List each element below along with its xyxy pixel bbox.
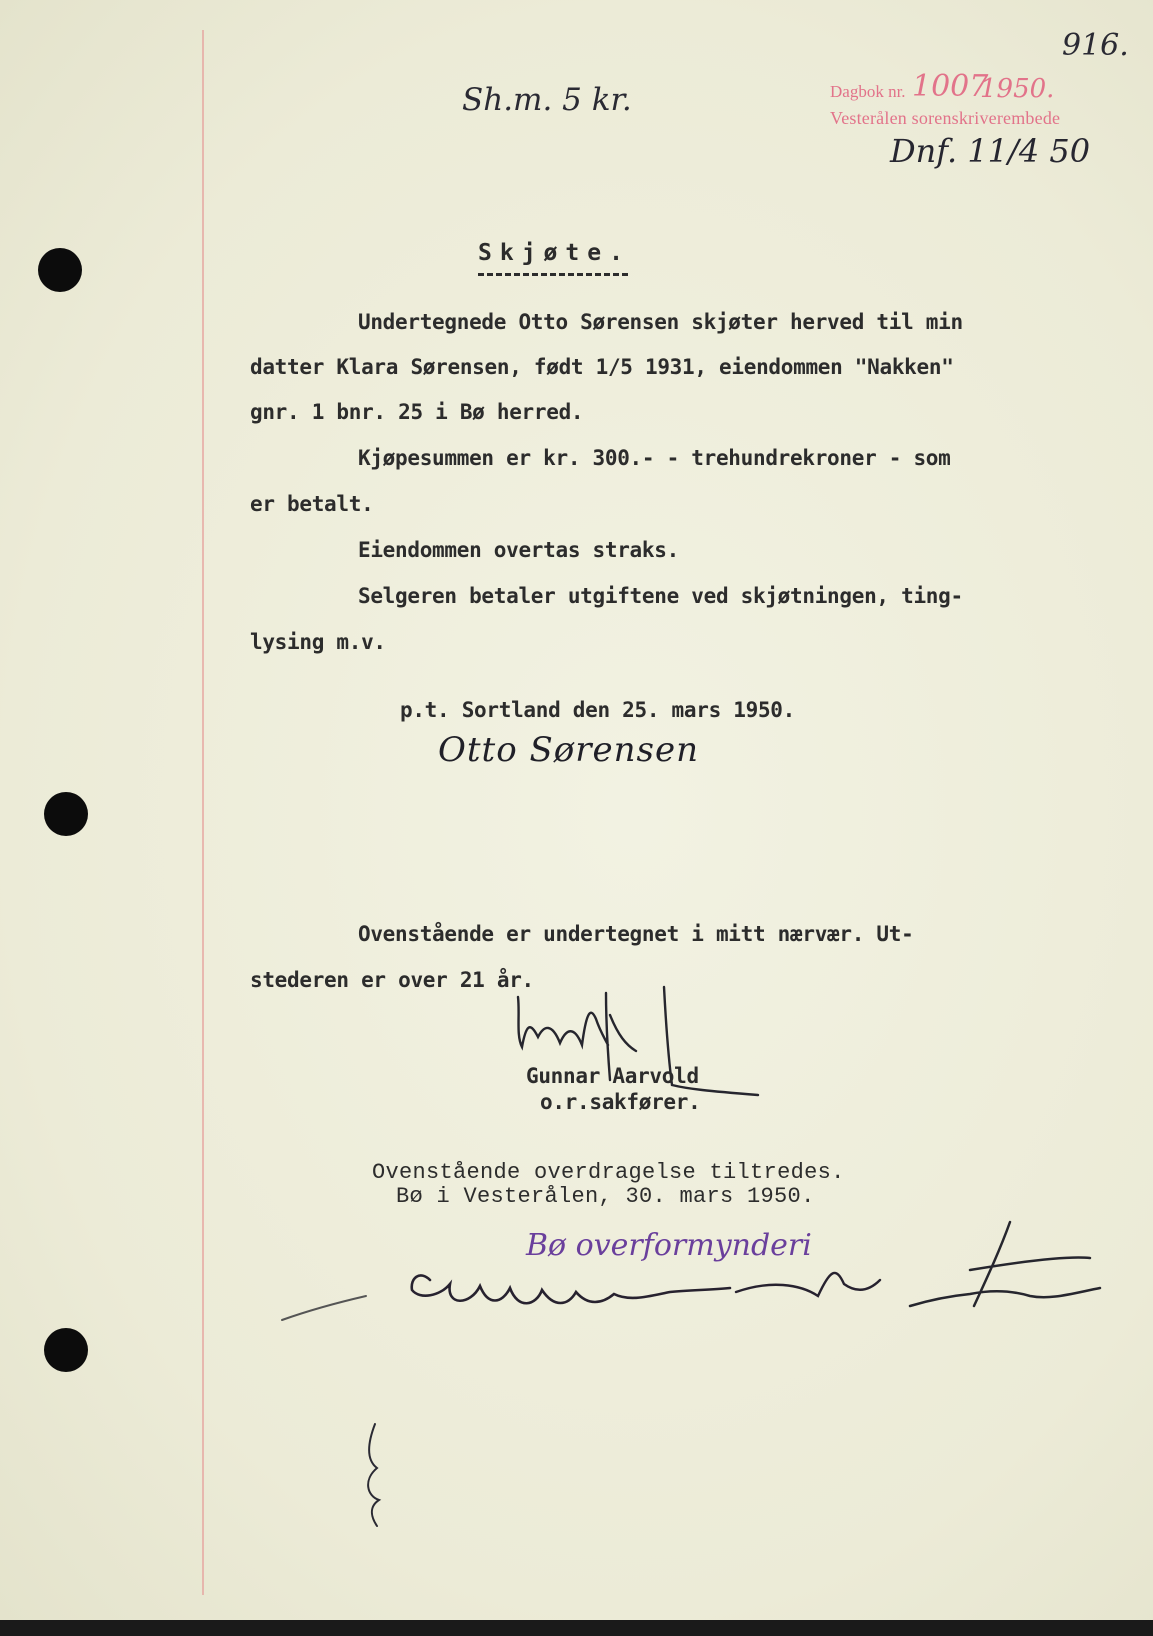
witness-line: Ovenstående er undertegnet i mitt nærvær. Ut- — [358, 922, 914, 946]
body-line: Kjøpesummen er kr. 300.- - trehundrekroner - som — [358, 446, 951, 470]
body-line: lysing m.v. — [250, 630, 386, 654]
body-line: er betalt. — [250, 492, 374, 516]
seller-signature: Otto Sørensen — [438, 730, 699, 770]
stamp-year: 1950. — [980, 74, 1055, 104]
stamp-dagbok-number: 1007 — [912, 69, 989, 104]
body-line: Eiendommen overtas straks. — [358, 538, 679, 562]
document-title: Skjøte. — [478, 240, 631, 266]
witness-title: o.r.sakfører. — [540, 1090, 701, 1114]
margin-line — [202, 30, 204, 1595]
scan-border — [0, 1620, 1153, 1636]
page-number: 916. — [1062, 28, 1129, 63]
guardianship-signatures — [270, 1210, 1110, 1330]
initial-mark — [355, 1420, 395, 1530]
fee-note: Sh.m. 5 kr. — [462, 82, 632, 118]
body-line: Undertegnede Otto Sørensen skjøter herved til min — [358, 310, 963, 334]
approval-line: Bø i Vesterålen, 30. mars 1950. — [396, 1184, 815, 1209]
title-underline — [478, 273, 628, 276]
body-line: Selgeren betaler utgiftene ved skjøtningen, ting- — [358, 584, 963, 608]
witness-name: Gunnar Aarvold — [526, 1064, 699, 1088]
place-date: p.t. Sortland den 25. mars 1950. — [400, 698, 795, 722]
body-line: datter Klara Sørensen, født 1/5 1931, eiendommen "Nakken" — [250, 355, 954, 379]
stamp-office: Vesterålen sorenskriverembede — [830, 108, 1061, 128]
punch-hole — [38, 248, 82, 292]
witness-line: stederen er over 21 år. — [250, 968, 534, 992]
punch-hole — [44, 792, 88, 836]
registration-note: Dnf. 11/4 50 — [890, 132, 1091, 170]
guardianship-stamp: Bø overformynderi — [526, 1228, 812, 1263]
body-line: gnr. 1 bnr. 25 i Bø herred. — [250, 400, 584, 424]
stamp-dagbok-label: Dagbok nr. — [830, 82, 906, 101]
approval-line: Ovenstående overdragelse tiltredes. — [372, 1160, 845, 1185]
punch-hole — [44, 1328, 88, 1372]
